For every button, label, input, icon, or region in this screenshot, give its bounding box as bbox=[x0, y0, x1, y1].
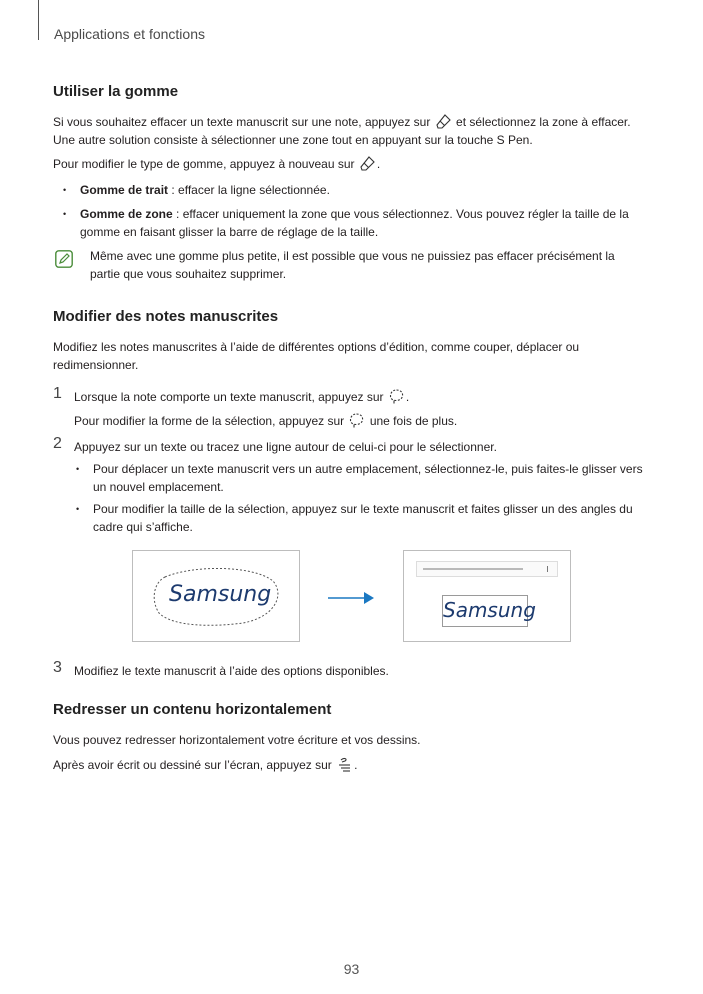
gomme-p1-text-c: Une autre solution consiste à sélectionner une zone tout en appuyant sur la touche S Pen. bbox=[53, 133, 533, 147]
note-text: Même avec une gomme plus petite, il est possible que vous ne puissiez pas effacer précisément la partie que vous souhaitez supprimer. bbox=[90, 249, 615, 281]
step-1-text bbox=[74, 388, 654, 406]
toolbar-more-icon bbox=[547, 566, 548, 572]
running-header: Applications et fonctions bbox=[54, 26, 205, 42]
step-number: 3 bbox=[53, 659, 62, 676]
bullet-dot-icon: • bbox=[63, 209, 67, 219]
toolbar-options-placeholder bbox=[423, 568, 523, 570]
step-1-subtext bbox=[74, 412, 654, 430]
page-number: 93 bbox=[343, 961, 360, 977]
bullet-term: Gomme de zone bbox=[80, 207, 173, 221]
figure-before-selection bbox=[132, 550, 300, 642]
section-title-gomme: Utiliser la gomme bbox=[53, 83, 179, 100]
arrow-right-icon bbox=[328, 588, 376, 608]
straighten-icon bbox=[336, 756, 353, 773]
bullet-text: Pour déplacer un texte manuscrit vers un autre emplacement, sélectionnez-le, puis faites-le glisser vers un nouvel emplacement. bbox=[93, 462, 643, 494]
gomme-p1-text-a: Si vous souhaitez effacer un texte manuscrit sur une note, appuyez sur bbox=[53, 115, 431, 129]
list-item bbox=[76, 460, 643, 496]
step-1-text-a: Lorsque la note comporte un texte manuscrit, appuyez sur bbox=[74, 390, 384, 404]
gomme-p2-text-b: . bbox=[376, 157, 381, 171]
step-number: 2 bbox=[53, 435, 62, 452]
gomme-paragraph-1 bbox=[53, 113, 653, 149]
note-pencil-icon bbox=[55, 250, 73, 268]
redresser-paragraph-1: Vous pouvez redresser horizontalement votre écriture et vos dessins. bbox=[53, 733, 421, 747]
eraser-icon bbox=[359, 155, 376, 172]
edit-options-toolbar bbox=[416, 561, 558, 577]
step-3-text: Modifiez le texte manuscrit à l’aide des options disponibles. bbox=[74, 664, 389, 678]
bullet-term: Gomme de trait bbox=[80, 183, 169, 197]
bullet-text: Pour modifier la taille de la sélection, appuyez sur le texte manuscrit et faites glisser un des angles du cadre qui s’affiche. bbox=[93, 502, 633, 534]
list-item bbox=[63, 181, 660, 199]
step-number: 1 bbox=[53, 385, 62, 402]
margin-rule bbox=[38, 0, 39, 40]
bullet-dot-icon: • bbox=[76, 504, 80, 514]
gomme-p2-text-a: Pour modifier le type de gomme, appuyez à nouveau sur bbox=[53, 157, 355, 171]
figure-after-selection bbox=[403, 550, 571, 642]
section-title-modifier: Modifier des notes manuscrites bbox=[53, 308, 279, 325]
bullet-text: : effacer la ligne sélectionnée. bbox=[168, 183, 330, 197]
step-1-sub-b: une fois de plus. bbox=[369, 414, 458, 428]
redresser-p2-text-a: Après avoir écrit ou dessiné sur l’écran, appuyez sur bbox=[53, 758, 332, 772]
handwriting-text: Samsung bbox=[443, 598, 536, 622]
bullet-dot-icon: • bbox=[76, 464, 80, 474]
handwriting-text: Samsung bbox=[169, 582, 272, 607]
lasso-selection-icon bbox=[348, 412, 365, 429]
bullet-text: : effacer uniquement la zone que vous sélectionnez. Vous pouvez régler la taille de la gomme en faisant glisser la barre de réglage de la taille. bbox=[80, 207, 629, 239]
selection-frame bbox=[442, 595, 536, 627]
lasso-selection-icon bbox=[388, 388, 405, 405]
step-1-sub-a: Pour modifier la forme de la sélection, appuyez sur bbox=[74, 414, 345, 428]
list-item bbox=[63, 205, 640, 241]
eraser-icon bbox=[435, 113, 452, 130]
step-1-text-b: . bbox=[405, 390, 410, 404]
list-item bbox=[76, 500, 648, 536]
redresser-paragraph-2 bbox=[53, 756, 653, 774]
section-title-redresser: Redresser un contenu horizontalement bbox=[53, 701, 332, 718]
step-2-text: Appuyez sur un texte ou tracez une ligne autour de celui-ci pour le sélectionner. bbox=[74, 440, 497, 454]
redresser-p2-text-b: . bbox=[354, 758, 358, 772]
gomme-paragraph-2 bbox=[53, 155, 653, 173]
bullet-dot-icon: • bbox=[63, 185, 67, 195]
gomme-p1-text-b: et sélectionnez la zone à effacer. bbox=[456, 115, 631, 129]
modifier-intro: Modifiez les notes manuscrites à l’aide de différentes options d’édition, comme couper, déplacer ou redimensionner. bbox=[53, 340, 580, 372]
